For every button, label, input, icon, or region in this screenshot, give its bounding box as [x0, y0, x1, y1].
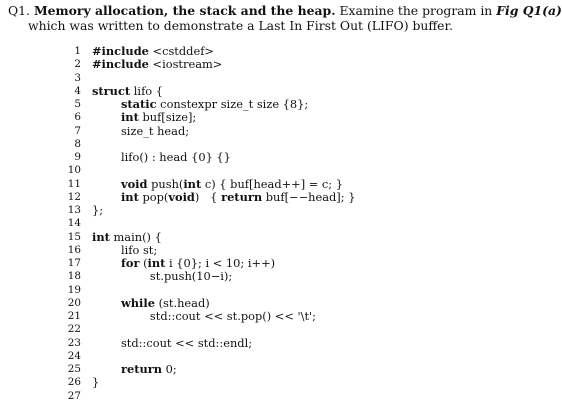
line-number: 20	[67, 296, 81, 309]
code-token: (st.head)	[154, 295, 210, 310]
line-number: 1	[74, 45, 81, 57]
question-number: Q1.	[8, 3, 30, 18]
code-token	[92, 110, 121, 124]
code-token: (	[139, 256, 148, 270]
code-keyword: for	[120, 256, 140, 270]
line-number: 16	[67, 243, 81, 256]
code-token: i {0}; i < 10; i++)	[165, 256, 276, 270]
code-token: c) { buf[head++] = c; }	[201, 176, 344, 191]
line-number: 13	[67, 204, 81, 216]
line-number: 5	[74, 98, 81, 110]
code-token	[92, 296, 121, 310]
code-token: std::cout << std::endl;	[92, 335, 253, 350]
code-keyword: return	[120, 362, 163, 376]
code-token: main() {	[109, 229, 162, 244]
line-number: 7	[74, 124, 81, 137]
code-keyword: void	[120, 176, 148, 191]
question-text: Examine the program in	[339, 3, 493, 18]
code-keyword: int	[92, 229, 110, 244]
code-token	[92, 362, 121, 376]
question-block	[8, 3, 562, 33]
code-keyword: static	[120, 97, 157, 111]
line-number: 9	[74, 151, 81, 163]
code-token: buf[size];	[138, 110, 197, 125]
line-number: 25	[67, 363, 81, 375]
line-number: 19	[67, 283, 81, 296]
line-number: 11	[67, 177, 81, 190]
code-keyword: #include	[92, 44, 149, 58]
line-number: 10	[67, 164, 81, 177]
code-token: lifo {	[130, 83, 164, 98]
code-token: size_t head;	[92, 123, 190, 138]
line-number: 27	[67, 389, 81, 402]
code-line	[0, 389, 474, 404]
code-keyword: void	[168, 189, 195, 204]
code-token	[92, 177, 121, 191]
line-number: 17	[67, 257, 81, 269]
line-number: 8	[74, 137, 81, 150]
code-keyword: int	[120, 189, 139, 204]
code-keyword: while	[120, 295, 155, 310]
code-token: push(	[147, 176, 184, 191]
line-number: 6	[74, 111, 81, 124]
code-token	[92, 256, 121, 270]
code-token	[92, 97, 121, 111]
code-keyword: int	[120, 110, 139, 125]
code-keyword: struct	[92, 83, 131, 98]
code-keyword: int	[147, 256, 166, 270]
code-token: std::cout << st.pop() << '\t';	[92, 309, 317, 323]
code-token: }	[92, 375, 100, 390]
code-keyword: return	[221, 189, 263, 204]
question-line-2: which was written to demonstrate a Last In First Out (LIFO) buffer.	[28, 17, 454, 33]
code-token: lifo st;	[92, 242, 158, 257]
code-token: lifo() : head {0} {}	[92, 150, 231, 164]
line-number: 3	[74, 71, 81, 84]
code-token: 0;	[162, 362, 177, 376]
code-token: st.push(10−i);	[92, 269, 233, 284]
line-number: 15	[67, 230, 81, 243]
line-number: 26	[67, 376, 81, 389]
code-token: constexpr size_t size {8};	[156, 97, 309, 111]
line-number: 12	[67, 190, 81, 203]
code-keyword: int	[183, 176, 202, 191]
line-number: 18	[67, 270, 81, 283]
code-token: <iostream>	[148, 57, 223, 72]
code-keyword: #include	[92, 57, 149, 72]
code-token: };	[92, 203, 104, 217]
line-number: 22	[67, 323, 81, 336]
code-token: <cstddef>	[148, 44, 214, 58]
code-token: pop(	[138, 189, 169, 204]
line-number: 2	[74, 58, 81, 71]
code-token: buf[−−head]; }	[262, 189, 356, 204]
question-title: Memory allocation, the stack and the heap.	[33, 3, 336, 18]
line-number: 24	[67, 349, 81, 362]
code-token: ) {	[194, 189, 222, 204]
code-token	[92, 190, 121, 204]
line-number: 21	[67, 310, 81, 322]
line-number: 4	[74, 84, 81, 97]
line-number: 14	[67, 217, 81, 230]
line-number: 23	[67, 336, 81, 349]
question-line-1	[8, 3, 562, 19]
figure-reference: Fig Q1(a)	[496, 3, 562, 18]
